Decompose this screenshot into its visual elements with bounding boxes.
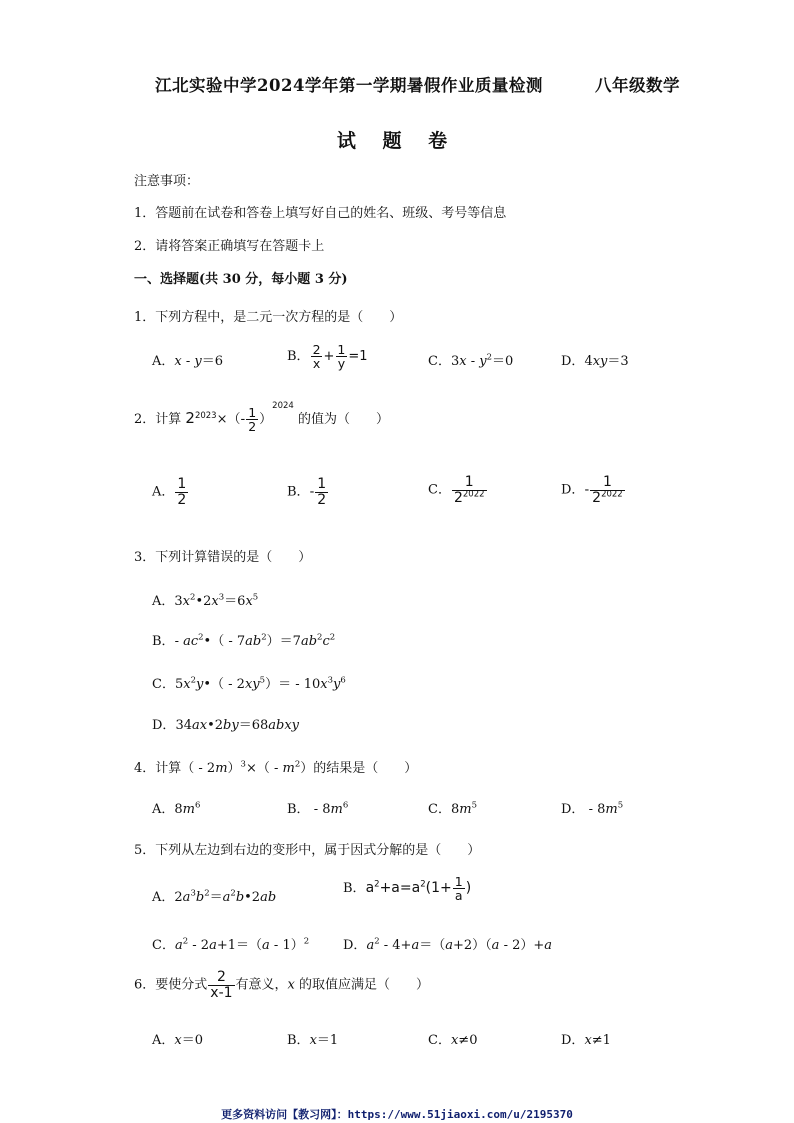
question-2-option-a: A． $\frac{1}{2}$ [152, 476, 187, 508]
question-1-option-b: B． $\frac{2}{x}$ + $\frac{1}{y}$ =1 [287, 342, 368, 372]
question-3-option-b: B．- $ac^2•( - 7ab^2)=7ab^2c^2$ [152, 632, 336, 649]
footer-link[interactable]: 更多资料访问【教习网】：https://www.51jiaoxi.com/u/2195370 [221, 1108, 573, 1121]
question-4-option-a: A．$8m^6$ [152, 800, 201, 817]
question-1-stem: 1．下列方程中，是二元一次方程的是（ ） [134, 310, 403, 325]
question-5-option-a: A．$2a^3b^2=a^2b•2ab$ [152, 888, 277, 905]
question-3-stem: 3．下列计算错误的是（ ） [134, 550, 312, 565]
grade-subject: 八年级数学 [594, 76, 680, 95]
question-6-option-b: B．x＝1 [287, 1033, 339, 1048]
question-4-option-c: C．$8m^5$ [428, 800, 477, 817]
exam-header [155, 72, 680, 96]
question-2-option-d: D．- $\frac{1}{2^{2022}}$ [561, 474, 623, 506]
question-5-stem: 5．下列从左边到右边的变形中，属于因式分解的是（ ） [134, 843, 481, 858]
question-5-option-b: B．$a^2+a=a^2(1+$ $\frac{1}{a}$ ) [343, 874, 472, 904]
notice-heading: 注意事项： [134, 174, 200, 189]
question-3-option-c: C．$5x^2y•( - 2xy^5)= - 10x^3y^6$ [152, 675, 346, 692]
question-1-option-c: C．$3x - y^2=0$ [428, 352, 514, 369]
exam-title: 江北实验中学2024学年第一学期暑假作业质量检测 [155, 76, 543, 95]
question-5-option-c: C．$a^2 - 2a+1=(a - 1)^2$ [152, 936, 310, 953]
question-2-option-b: B．- $\frac{1}{2}$ [287, 476, 327, 508]
question-6-stem: 6．要使分式 $\frac{2}{x-1}$ 有意义，x 的取值应满足（ ） [134, 969, 430, 1001]
question-1-option-a: A．x - y＝6 [152, 354, 224, 369]
question-2-stem: 2．计算 $2^{2023}\times(-$ $\frac{1}{2}$ ）$^{2024}$ 的值为（ ） [134, 400, 389, 435]
question-1-option-d: D．4xy＝3 [561, 354, 629, 369]
question-4-option-d: D． - $8m^5$ [561, 800, 624, 817]
question-4-stem: 4．计算（ - $2m)^3\times( - m^2)$的结果是（ ） [134, 759, 418, 776]
question-5-option-d: D．$a^2 - 4+a=(a+2)(a - 2)+a$ [343, 936, 553, 953]
question-3-option-a: A．$3x^2•2x^3=6x^5$ [152, 592, 259, 609]
question-4-option-b: B． - $8m^6$ [287, 800, 349, 817]
section-heading: 一、选择题(共 30 分，每小题 3 分) [134, 272, 348, 287]
notice-item-2: 2．请将答案正确填写在答题卡上 [134, 239, 325, 254]
doc-title: 试 题 卷 [336, 130, 458, 152]
question-6-option-d: D．x≠1 [561, 1033, 611, 1048]
question-6-option-c: C．x≠0 [428, 1033, 478, 1048]
question-3-option-d: D．34ax•2by＝68abxy [152, 718, 299, 733]
question-6-option-a: A．x＝0 [152, 1033, 204, 1048]
notice-item-1: 1．答题前在试卷和答卷上填写好自己的姓名、班级、考号等信息 [134, 206, 507, 221]
question-2-option-c: C． $\frac{1}{2^{2022}}$ [428, 474, 485, 506]
